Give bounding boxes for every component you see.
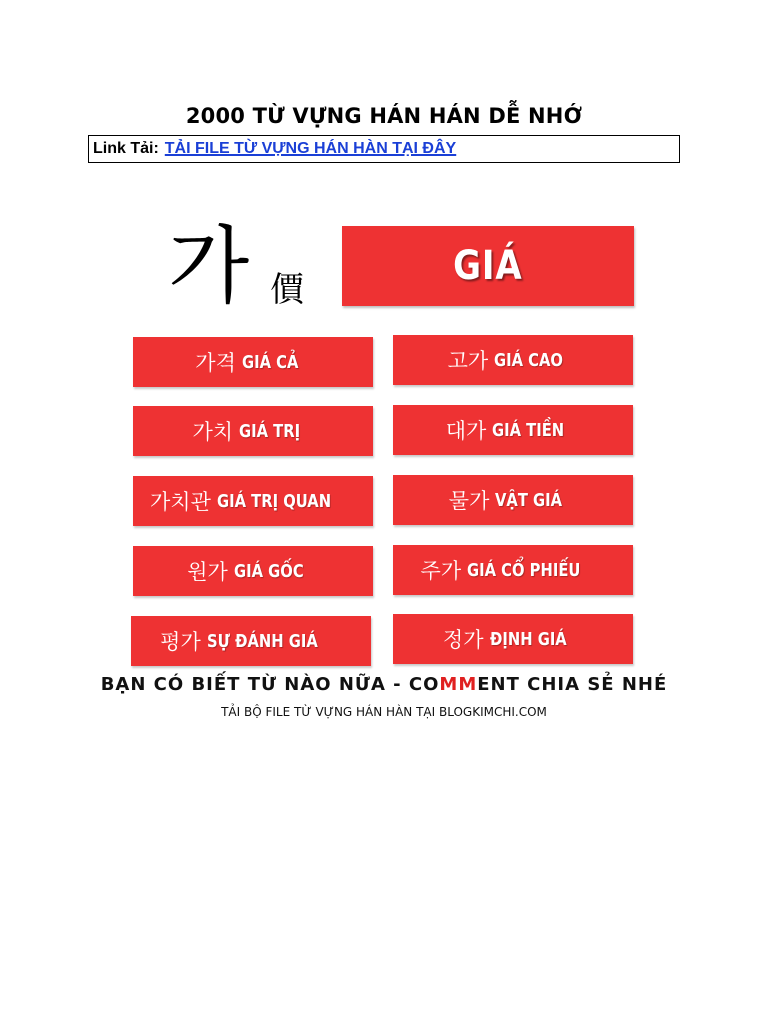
page-title: 2000 TỪ VỰNG HÁN HÁN DỄ NHỚ — [185, 104, 583, 128]
word-card — [133, 406, 373, 456]
word-korean: 고가 — [447, 349, 489, 373]
word-vietnamese: GIÁ CẢ — [241, 351, 299, 373]
word-vietnamese: GIÁ TRỊ — [239, 420, 301, 442]
link-label: Link Tải: — [93, 140, 159, 157]
word-card — [393, 475, 633, 525]
word-korean: 가격 — [195, 351, 236, 375]
word-vietnamese: SỰ ĐÁNH GIÁ — [206, 630, 318, 652]
word-korean: 원가 — [187, 560, 228, 584]
word-korean: 가치관 — [150, 490, 211, 514]
download-link[interactable]: TẢI FILE TỪ VỰNG HÁN HÀN TẠI ĐÂY — [164, 140, 457, 157]
word-korean: 정가 — [442, 628, 484, 652]
headword-block — [168, 217, 328, 322]
headword-meaning: GIÁ — [453, 243, 523, 289]
word-card — [393, 614, 633, 664]
word-vietnamese: ĐỊNH GIÁ — [489, 628, 567, 650]
headword-hangul: 가 — [168, 217, 250, 315]
word-card — [393, 545, 633, 595]
word-card — [133, 337, 373, 387]
site-credit: TẢI BỘ FILE TỪ VỰNG HÁN HÀN TẠI BLOGKIMCHI.COM — [221, 705, 547, 719]
comment-prompt-part: ENT CHIA SẺ NHÉ — [477, 674, 668, 695]
comment-prompt-part: BẠN CÓ BIẾT TỪ NÀO NỮA - CO — [100, 674, 440, 695]
word-vietnamese: VẬT GIÁ — [495, 489, 563, 511]
headword-meaning-box — [342, 226, 634, 306]
comment-prompt — [0, 674, 768, 695]
word-vietnamese: GIÁ TRỊ QUAN — [216, 490, 331, 512]
download-link-box — [88, 135, 680, 163]
word-korean: 주가 — [420, 559, 462, 583]
word-card — [133, 546, 373, 596]
word-korean: 물가 — [448, 489, 490, 513]
headword-hanja: 價 — [270, 270, 304, 310]
word-card — [393, 405, 633, 455]
word-vietnamese: GIÁ GỐC — [233, 560, 304, 582]
word-korean: 대가 — [445, 419, 487, 443]
word-card — [393, 335, 633, 385]
word-card — [131, 616, 371, 666]
word-vietnamese: GIÁ TIỀN — [492, 419, 565, 441]
comment-prompt-highlight: MM — [439, 674, 478, 695]
word-vietnamese: GIÁ CỔ PHIẾU — [467, 559, 581, 581]
word-korean: 가치 — [192, 420, 234, 444]
word-card — [133, 476, 373, 526]
word-korean: 평가 — [160, 630, 201, 654]
word-vietnamese: GIÁ CAO — [494, 349, 564, 371]
